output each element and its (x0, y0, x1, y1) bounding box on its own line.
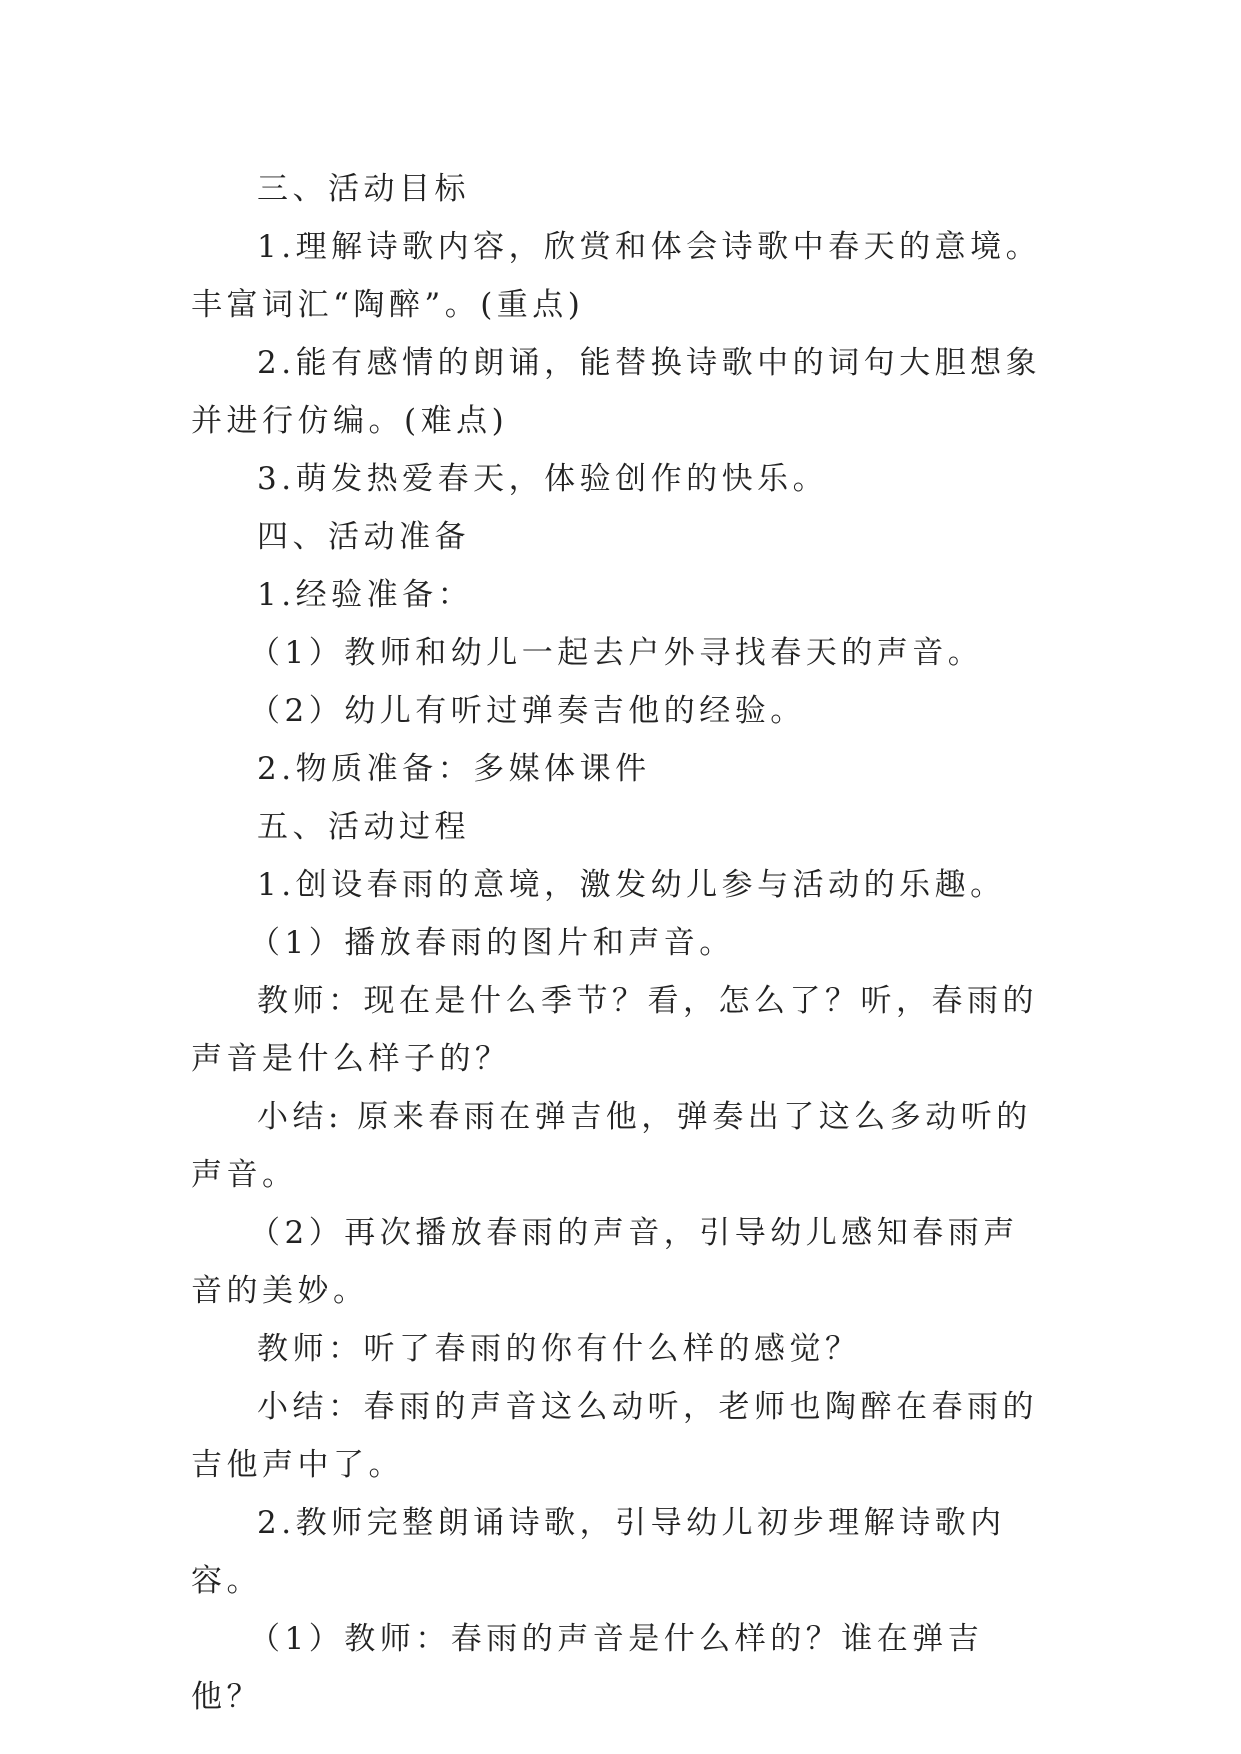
preparation-subitem-1: （1）教师和幼儿一起去户外寻找春天的声音。 (249, 635, 984, 671)
goal-item-3: 3.萌发热爱春天，体验创作的快乐。 (257, 461, 829, 497)
process-substep-1: （1）播放春雨的图片和声音。 (249, 925, 735, 961)
goal-item-2: 2.能有感情的朗诵，能替换诗歌中的词句大胆想象并进行仿编。(难点) (191, 345, 1042, 439)
process-step-1: 1.创设春雨的意境，激发幼儿参与活动的乐趣。 (257, 867, 1006, 903)
summary-1: 小结: 原来春雨在弹吉他，弹奏出了这么多动听的声音。 (191, 1099, 1032, 1193)
teacher-question-2: 教师：听了春雨的你有什么样的感觉？ (257, 1331, 861, 1367)
process-substep-2: （2）再次播放春雨的声音，引导幼儿感知春雨声音的美妙。 (191, 1215, 1019, 1309)
preparation-subitem-2: （2）幼儿有听过弹奏吉他的经验。 (249, 693, 806, 729)
heading-activity-process: 五、活动过程 (257, 809, 470, 845)
goal-item-1: 1.理解诗歌内容，欣赏和体会诗歌中春天的意境。丰富词汇“陶醉”。(重点) (191, 229, 1042, 323)
heading-activity-goals: 三、活动目标 (257, 171, 470, 207)
heading-activity-preparation: 四、活动准备 (257, 519, 470, 555)
summary-2: 小结：春雨的声音这么动听，老师也陶醉在春雨的吉他声中了。 (191, 1389, 1038, 1483)
process-step-2: 2.教师完整朗诵诗歌，引导幼儿初步理解诗歌内容。 (191, 1505, 1006, 1599)
preparation-item-2: 2.物质准备：多媒体课件 (257, 751, 651, 787)
process-substep-3: （1）教师：春雨的声音是什么样的？谁在弹吉他？ (191, 1621, 984, 1715)
document-body (191, 160, 1051, 1726)
preparation-item-1: 1.经验准备： (257, 577, 474, 613)
teacher-question-1: 教师：现在是什么季节？看，怎么了？听，春雨的声音是什么样子的？ (191, 983, 1038, 1077)
